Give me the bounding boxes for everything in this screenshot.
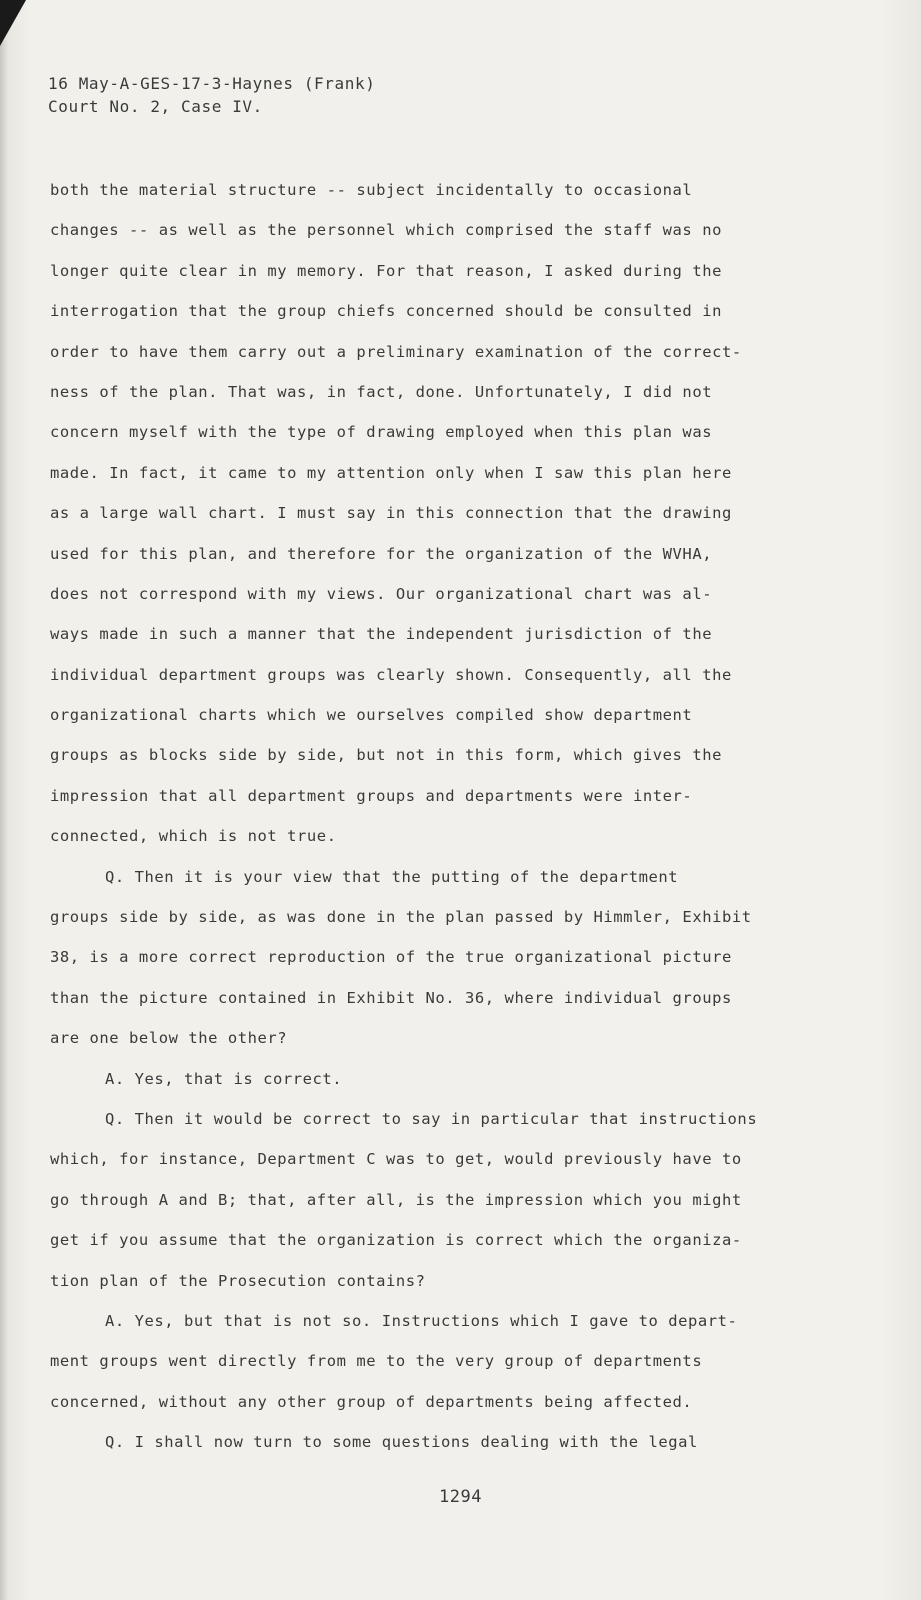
transcript-line: groups as blocks side by side, but not in this form, which gives the [50, 746, 722, 765]
transcript-line: order to have them carry out a preliminary examination of the correct- [50, 342, 742, 361]
document-header [48, 72, 375, 118]
header-court-case: Court No. 2, Case IV. [48, 97, 263, 116]
transcript-line: concerned, without any other group of departments being affected. [50, 1392, 693, 1411]
transcript-line: are one below the other? [50, 1029, 288, 1048]
transcript-line: organizational charts which we ourselves compiled show department [50, 706, 693, 725]
transcript-line: groups side by side, as was done in the plan passed by Himmler, Exhibit [50, 908, 752, 927]
transcript-line: ways made in such a manner that the independent jurisdiction of the [50, 625, 713, 644]
transcript-line: changes -- as well as the personnel which comprised the staff was no [50, 221, 722, 240]
transcript-line: ment groups went directly from me to the very group of departments [50, 1352, 703, 1371]
transcript-body [50, 170, 870, 1463]
transcript-line: made. In fact, it came to my attention only when I saw this plan here [50, 463, 732, 482]
transcript-line: tion plan of the Prosecution contains? [50, 1271, 426, 1290]
transcript-line: individual department groups was clearly shown. Consequently, all the [50, 665, 732, 684]
transcript-line: which, for instance, Department C was to get, would previously have to [50, 1150, 742, 1169]
transcript-line: interrogation that the group chiefs concerned should be consulted in [50, 302, 722, 321]
header-reference: 16 May-A-GES-17-3-Haynes (Frank) [48, 74, 376, 93]
transcript-line: ness of the plan. That was, in fact, done. Unfortunately, I did not [50, 382, 713, 401]
transcript-line: Q. Then it is your view that the putting of the department [105, 867, 679, 886]
page-edge-shadow [0, 40, 8, 1600]
folded-corner [0, 0, 26, 46]
transcript-line: longer quite clear in my memory. For that reason, I asked during the [50, 261, 722, 280]
transcript-line: does not correspond with my views. Our organizational chart was al- [50, 584, 713, 603]
transcript-line: Q. Then it would be correct to say in particular that instructions [105, 1109, 758, 1128]
transcript-line: A. Yes, but that is not so. Instructions which I gave to depart- [105, 1311, 738, 1330]
transcript-line: as a large wall chart. I must say in this connection that the drawing [50, 504, 732, 523]
transcript-line: 38, is a more correct reproduction of the true organizational picture [50, 948, 732, 967]
transcript-line: both the material structure -- subject incidentally to occasional [50, 181, 693, 199]
transcript-line: Q. I shall now turn to some questions dealing with the legal [105, 1433, 698, 1452]
transcript-line: A. Yes, that is correct. [105, 1069, 343, 1088]
transcript-line: get if you assume that the organization is correct which the organiza- [50, 1231, 742, 1250]
transcript-line: than the picture contained in Exhibit No. 36, where individual groups [50, 988, 732, 1007]
transcript-line: connected, which is not true. [50, 827, 337, 846]
page-number: 1294 [439, 1487, 482, 1507]
transcript-line: concern myself with the type of drawing employed when this plan was [50, 423, 713, 442]
transcript-line: impression that all department groups and departments were inter- [50, 786, 693, 805]
transcript-line: used for this plan, and therefore for the organization of the WVHA, [50, 544, 713, 563]
transcript-line: go through A and B; that, after all, is the impression which you might [50, 1190, 742, 1209]
